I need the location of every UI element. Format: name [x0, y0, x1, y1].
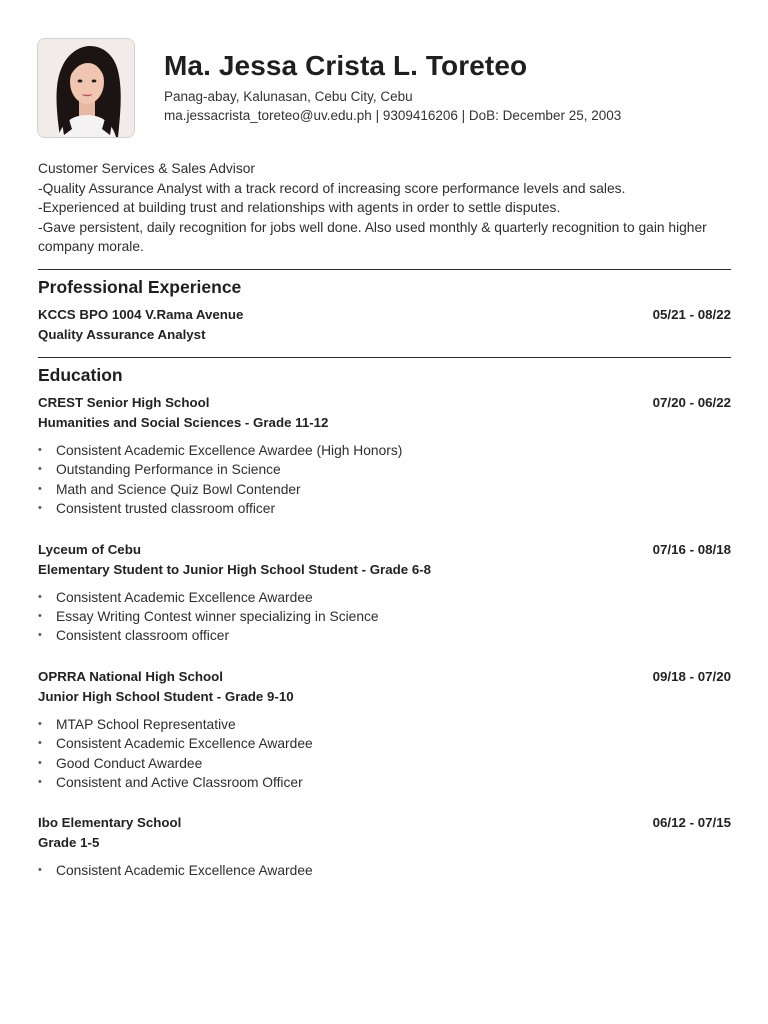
bullet-icon: • — [38, 756, 42, 769]
candidate-name: Ma. Jessa Crista L. Toreteo — [164, 50, 528, 81]
summary-line: -Gave persistent, daily recognition for jobs well done. Also used monthly & quarterly recognition to gain higher — [38, 219, 707, 235]
summary-line: -Quality Assurance Analyst with a track record of increasing score performance levels and sales. — [38, 180, 626, 196]
list-item: • Consistent Academic Excellence Awardee — [38, 588, 731, 607]
list-item: • MTAP School Representative — [38, 715, 731, 734]
attendance-dates: 07/16 - 08/18 — [652, 541, 731, 557]
bullet-icon: • — [38, 864, 42, 877]
section-title-education: Education — [38, 365, 123, 385]
list-item: • Consistent and Active Classroom Officer — [38, 773, 731, 792]
employer-name: KCCS BPO 1004 V.Rama Avenue — [38, 307, 244, 322]
address-line: Panag-abay, Kalunasan, Cebu City, Cebu — [164, 89, 413, 104]
attendance-dates: 07/20 - 06/22 — [652, 395, 731, 410]
school-name: CREST Senior High School — [38, 395, 210, 410]
bullet-icon: • — [38, 502, 42, 515]
bullet-icon: • — [38, 590, 42, 603]
achievement-list — [38, 861, 731, 880]
profile-photo — [37, 38, 135, 138]
section-divider — [38, 269, 731, 270]
education-entry — [38, 667, 731, 793]
list-item: • Consistent Academic Excellence Awardee — [38, 861, 731, 880]
achievement-list — [38, 715, 731, 793]
summary-line: company morale. — [38, 239, 144, 254]
summary-block — [38, 159, 738, 257]
program-title: Junior High School Student - Grade 9-10 — [38, 688, 294, 704]
list-item: • Consistent classroom officer — [38, 626, 731, 645]
bullet-icon: • — [38, 776, 42, 789]
education-entry — [38, 813, 731, 880]
attendance-dates: 06/12 - 07/15 — [652, 815, 731, 831]
bullet-icon: • — [38, 717, 42, 730]
list-item: • Outstanding Performance in Science — [38, 460, 731, 479]
list-item: • Essay Writing Contest winner specializing in Science — [38, 607, 731, 626]
bullet-icon: • — [38, 463, 42, 476]
list-item: • Math and Science Quiz Bowl Contender — [38, 480, 731, 499]
education-section — [38, 357, 731, 881]
experience-entry — [38, 305, 731, 345]
section-divider — [38, 357, 731, 358]
bullet-icon: • — [38, 610, 42, 623]
list-item: • Good Conduct Awardee — [38, 754, 731, 773]
bullet-icon: • — [38, 444, 42, 456]
list-item: • Consistent Academic Excellence Awardee (High Honors) — [38, 441, 731, 460]
summary-line: -Experienced at building trust and relationships with agents in order to settle disputes. — [38, 200, 561, 215]
contact-line: ma.jessacrista_toreteo@uv.edu.ph | 9309416206 | DoB: December 25, 2003 — [164, 108, 622, 123]
job-title: Quality Assurance Analyst — [38, 327, 206, 342]
portrait-image — [38, 39, 134, 137]
experience-section — [38, 269, 731, 345]
section-title-experience: Professional Experience — [38, 277, 242, 297]
list-item: • Consistent Academic Excellence Awardee — [38, 734, 731, 753]
bullet-icon: • — [38, 482, 42, 495]
school-name: OPRRA National High School — [38, 668, 223, 684]
achievement-list — [38, 441, 731, 519]
program-title: Humanities and Social Sciences - Grade 11-12 — [38, 415, 329, 430]
employment-dates: 05/21 - 08/22 — [652, 307, 731, 322]
program-title: Elementary Student to Junior High School Student - Grade 6-8 — [38, 561, 432, 577]
bullet-icon: • — [38, 629, 42, 642]
school-name: Lyceum of Cebu — [38, 541, 141, 557]
education-entry — [38, 540, 731, 646]
bullet-icon: • — [38, 737, 42, 750]
list-item: • Consistent trusted classroom officer — [38, 499, 731, 518]
summary-line: Customer Services & Sales Advisor — [38, 161, 255, 176]
school-name: Ibo Elementary School — [38, 815, 182, 831]
attendance-dates: 09/18 - 07/20 — [652, 668, 731, 684]
program-title: Grade 1-5 — [38, 835, 100, 851]
achievement-list — [38, 588, 731, 646]
education-entry — [38, 393, 731, 519]
